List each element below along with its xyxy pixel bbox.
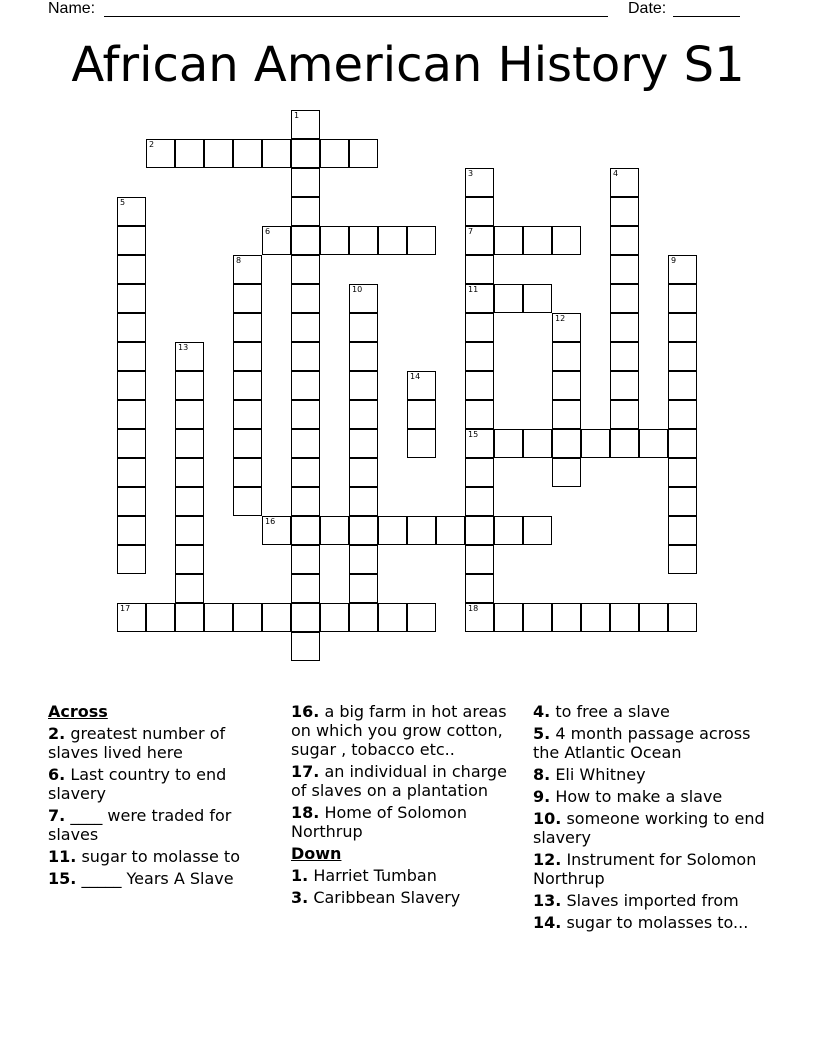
grid-cell[interactable] [175, 603, 204, 632]
grid-cell[interactable] [552, 371, 581, 400]
grid-cell[interactable] [233, 284, 262, 313]
grid-cell[interactable] [291, 400, 320, 429]
grid-cell[interactable] [349, 545, 378, 574]
grid-cell[interactable] [117, 371, 146, 400]
grid-cell[interactable] [233, 342, 262, 371]
grid-cell[interactable] [668, 400, 697, 429]
grid-cell[interactable] [349, 400, 378, 429]
grid-cell[interactable] [552, 429, 581, 458]
clue-across-2: 2. greatest number of slaves lived here [48, 724, 226, 762]
grid-cell[interactable] [494, 226, 523, 255]
grid-cell[interactable] [465, 226, 494, 255]
grid-cell[interactable] [465, 429, 494, 458]
cell-number: 8 [236, 256, 242, 265]
grid-cell[interactable] [465, 284, 494, 313]
grid-cell[interactable] [175, 574, 204, 603]
grid-cell[interactable] [407, 371, 436, 400]
grid-cell[interactable] [349, 139, 378, 168]
clues-column-2 [291, 702, 521, 910]
grid-cell[interactable] [668, 342, 697, 371]
clues-column-1 [48, 702, 278, 891]
grid-cell[interactable] [407, 400, 436, 429]
grid-cell[interactable] [610, 400, 639, 429]
clue-down-5: 5. 4 month passage across the Atlantic Ocean [533, 724, 751, 762]
grid-cell[interactable] [117, 400, 146, 429]
grid-cell[interactable] [291, 284, 320, 313]
grid-cell[interactable] [291, 226, 320, 255]
grid-cell[interactable] [552, 342, 581, 371]
grid-cell[interactable] [291, 168, 320, 197]
grid-cell[interactable] [291, 458, 320, 487]
grid-cell[interactable] [668, 429, 697, 458]
grid-cell[interactable] [668, 255, 697, 284]
grid-cell[interactable] [117, 487, 146, 516]
grid-cell[interactable] [117, 429, 146, 458]
clue-down-1: 1. Harriet Tumban [291, 866, 437, 885]
grid-cell[interactable] [291, 516, 320, 545]
grid-cell[interactable] [175, 139, 204, 168]
grid-cell[interactable] [494, 429, 523, 458]
grid-cell[interactable] [465, 197, 494, 226]
grid-cell[interactable] [349, 371, 378, 400]
grid-cell[interactable] [668, 516, 697, 545]
grid-cell[interactable] [117, 255, 146, 284]
clue-down-10: 10. someone working to end slavery [533, 809, 765, 847]
grid-cell[interactable] [465, 603, 494, 632]
grid-cell[interactable] [291, 632, 320, 661]
grid-cell[interactable] [407, 516, 436, 545]
grid-cell[interactable] [407, 429, 436, 458]
grid-cell[interactable] [262, 516, 291, 545]
grid-cell[interactable] [204, 603, 233, 632]
grid-cell[interactable] [552, 400, 581, 429]
grid-cell[interactable] [291, 139, 320, 168]
grid-cell[interactable] [668, 545, 697, 574]
grid-cell[interactable] [610, 603, 639, 632]
grid-cell[interactable] [465, 255, 494, 284]
grid-cell[interactable] [523, 516, 552, 545]
grid-cell[interactable] [117, 545, 146, 574]
grid-cell[interactable] [175, 516, 204, 545]
grid-cell[interactable] [117, 342, 146, 371]
grid-cell[interactable] [349, 458, 378, 487]
grid-cell[interactable] [291, 371, 320, 400]
grid-cell[interactable] [610, 429, 639, 458]
grid-cell[interactable] [291, 255, 320, 284]
grid-cell[interactable] [233, 371, 262, 400]
grid-cell[interactable] [349, 284, 378, 313]
grid-cell[interactable] [465, 313, 494, 342]
grid-cell[interactable] [291, 574, 320, 603]
grid-cell[interactable] [291, 429, 320, 458]
grid-cell[interactable] [407, 226, 436, 255]
grid-cell[interactable] [465, 487, 494, 516]
grid-cell[interactable] [494, 284, 523, 313]
clue-down-9: 9. How to make a slave [533, 787, 723, 806]
grid-cell[interactable] [117, 603, 146, 632]
grid-cell[interactable] [465, 371, 494, 400]
grid-cell[interactable] [262, 226, 291, 255]
grid-cell[interactable] [378, 516, 407, 545]
grid-cell[interactable] [233, 458, 262, 487]
grid-cell[interactable] [581, 429, 610, 458]
cell-number: 4 [613, 169, 619, 178]
grid-cell[interactable] [146, 139, 175, 168]
clue-down-14: 14. sugar to molasses to... [533, 913, 749, 932]
grid-cell[interactable] [668, 284, 697, 313]
cell-number: 12 [555, 314, 566, 323]
grid-cell[interactable] [639, 429, 668, 458]
cell-number: 18 [468, 604, 479, 613]
grid-cell[interactable] [175, 342, 204, 371]
clue-across-11: 11. sugar to molasse to [48, 847, 240, 866]
grid-cell[interactable] [175, 371, 204, 400]
grid-cell[interactable] [407, 603, 436, 632]
grid-cell[interactable] [465, 545, 494, 574]
grid-cell[interactable] [349, 313, 378, 342]
cell-number: 14 [410, 372, 421, 381]
grid-cell[interactable] [349, 226, 378, 255]
cell-number: 3 [468, 169, 474, 178]
grid-cell[interactable] [610, 168, 639, 197]
clue-across-18: 18. Home of Solomon Northrup [291, 803, 467, 841]
grid-cell[interactable] [610, 284, 639, 313]
grid-cell[interactable] [233, 255, 262, 284]
grid-cell[interactable] [610, 197, 639, 226]
grid-cell[interactable] [262, 603, 291, 632]
grid-cell[interactable] [262, 139, 291, 168]
name-label: Name: [48, 0, 96, 17]
grid-cell[interactable] [668, 371, 697, 400]
grid-cell[interactable] [552, 603, 581, 632]
cell-number: 7 [468, 227, 474, 236]
clue-across-16: 16. a big farm in hot areas on which you grow cotton, sugar , tobacco etc.. [291, 702, 507, 759]
grid-cell[interactable] [552, 313, 581, 342]
grid-cell[interactable] [349, 487, 378, 516]
grid-cell[interactable] [175, 487, 204, 516]
grid-cell[interactable] [465, 574, 494, 603]
clue-down-13: 13. Slaves imported from [533, 891, 739, 910]
grid-cell[interactable] [117, 516, 146, 545]
grid-cell[interactable] [465, 458, 494, 487]
grid-cell[interactable] [610, 255, 639, 284]
grid-cell[interactable] [117, 197, 146, 226]
cell-number: 16 [265, 517, 276, 526]
grid-cell[interactable] [233, 400, 262, 429]
grid-cell[interactable] [175, 458, 204, 487]
grid-cell[interactable] [233, 313, 262, 342]
grid-cell[interactable] [349, 429, 378, 458]
grid-cell[interactable] [349, 574, 378, 603]
grid-cell[interactable] [233, 603, 262, 632]
grid-cell[interactable] [320, 603, 349, 632]
grid-cell[interactable] [291, 603, 320, 632]
grid-cell[interactable] [378, 226, 407, 255]
grid-cell[interactable] [146, 603, 175, 632]
grid-cell[interactable] [320, 516, 349, 545]
clue-across-17: 17. an individual in charge of slaves on a plantation [291, 762, 507, 800]
grid-cell[interactable] [436, 516, 465, 545]
cell-number: 1 [294, 111, 300, 120]
grid-cell[interactable] [494, 516, 523, 545]
cell-number: 15 [468, 430, 479, 439]
grid-cell[interactable] [465, 516, 494, 545]
cell-number: 17 [120, 604, 131, 613]
grid-cell[interactable] [175, 545, 204, 574]
grid-cell[interactable] [233, 487, 262, 516]
cell-number: 11 [468, 285, 479, 294]
grid-cell[interactable] [291, 197, 320, 226]
grid-cell[interactable] [610, 226, 639, 255]
grid-cell[interactable] [523, 603, 552, 632]
grid-cell[interactable] [233, 139, 262, 168]
clue-down-3: 3. Caribbean Slavery [291, 888, 461, 907]
name-field[interactable] [104, 0, 608, 17]
grid-cell[interactable] [378, 603, 407, 632]
grid-cell[interactable] [581, 603, 610, 632]
grid-cell[interactable] [291, 110, 320, 139]
grid-cell[interactable] [610, 342, 639, 371]
grid-cell[interactable] [349, 516, 378, 545]
cell-number: 9 [671, 256, 677, 265]
grid-cell[interactable] [117, 313, 146, 342]
clue-down-8: 8. Eli Whitney [533, 765, 646, 784]
grid-cell[interactable] [117, 284, 146, 313]
grid-cell[interactable] [349, 342, 378, 371]
grid-cell[interactable] [668, 603, 697, 632]
grid-cell[interactable] [523, 429, 552, 458]
clues-column-3 [533, 702, 773, 935]
date-field[interactable] [673, 0, 740, 17]
clue-down-12: 12. Instrument for Solomon Northrup [533, 850, 757, 888]
across-heading: Across [48, 702, 108, 721]
grid-cell[interactable] [291, 313, 320, 342]
clue-across-6: 6. Last country to end slavery [48, 765, 227, 803]
grid-cell[interactable] [175, 429, 204, 458]
grid-cell[interactable] [204, 139, 233, 168]
grid-cell[interactable] [349, 603, 378, 632]
grid-cell[interactable] [465, 168, 494, 197]
grid-cell[interactable] [610, 313, 639, 342]
grid-cell[interactable] [291, 545, 320, 574]
date-label: Date: [628, 0, 667, 17]
clue-across-7: 7. ____ were traded for slaves [48, 806, 232, 844]
grid-cell[interactable] [117, 458, 146, 487]
down-heading: Down [291, 844, 342, 863]
clue-across-15: 15. _____ Years A Slave [48, 869, 234, 888]
cell-number: 6 [265, 227, 271, 236]
grid-cell[interactable] [668, 458, 697, 487]
grid-cell[interactable] [668, 487, 697, 516]
grid-cell[interactable] [494, 603, 523, 632]
grid-cell[interactable] [639, 603, 668, 632]
grid-cell[interactable] [465, 342, 494, 371]
grid-cell[interactable] [610, 371, 639, 400]
cell-number: 5 [120, 198, 126, 207]
page-title: African American History S1 [71, 37, 745, 93]
grid-cell[interactable] [291, 342, 320, 371]
cell-number: 2 [149, 140, 155, 149]
grid-cell[interactable] [291, 487, 320, 516]
grid-cell[interactable] [668, 313, 697, 342]
grid-cell[interactable] [117, 226, 146, 255]
cell-number: 13 [178, 343, 189, 352]
clue-down-4: 4. to free a slave [533, 702, 670, 721]
grid-cell[interactable] [320, 226, 349, 255]
cell-number: 10 [352, 285, 363, 294]
grid-cell[interactable] [523, 284, 552, 313]
grid-cell[interactable] [465, 400, 494, 429]
grid-cell[interactable] [175, 400, 204, 429]
grid-cell[interactable] [552, 226, 581, 255]
grid-cell[interactable] [552, 458, 581, 487]
grid-cell[interactable] [320, 139, 349, 168]
grid-cell[interactable] [523, 226, 552, 255]
grid-cell[interactable] [233, 429, 262, 458]
